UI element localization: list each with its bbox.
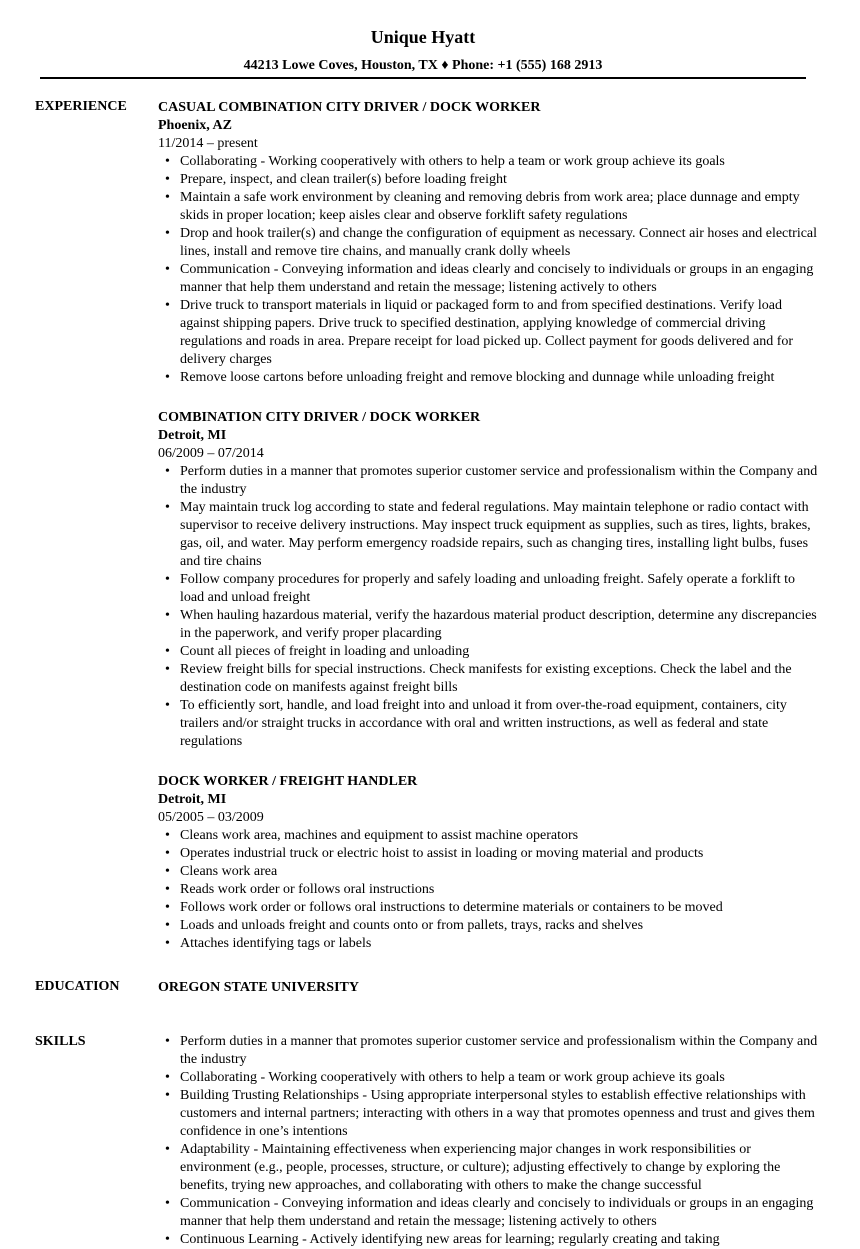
list-item: • To efficiently sort, handle, and load freight into and unload it from over-the-road equipment, containers, city trailers and/or straight trucks in accordance with oral and written instructions, as well as federal and state regulations <box>180 697 818 751</box>
section-label-skills: SKILLS <box>35 1034 86 1049</box>
list-item: • May maintain truck log according to state and federal regulations. May maintain telephone or radio contact with supervisor to receive delivery instructions. May inspect truck equipment as supplies, such as tires, lights, brakes, gas, oil, and water. May perform emergency roadside repairs, such as changing tires, installing light bulbs, fuses and tire chains <box>180 499 818 571</box>
resume-header <box>40 26 806 75</box>
list-item: • Communication - Conveying information and ideas clearly and concisely to individuals or groups in an engaging manner that help them understand and retain the message; listening actively to others <box>180 261 818 297</box>
list-item: • Communication - Conveying information and ideas clearly and concisely to individuals or groups in an engaging manner that help them understand and retain the message; listening actively to others <box>180 1195 818 1231</box>
list-item: • Cleans work area <box>180 863 818 881</box>
list-item: • Operates industrial truck or electric hoist to assist in loading or moving material and products <box>180 845 818 863</box>
list-item: • Collaborating - Working cooperatively with others to help a team or work group achieve its goals <box>180 153 818 171</box>
school-name: OREGON STATE UNIVERSITY <box>158 980 359 995</box>
list-item: • Collaborating - Working cooperatively with others to help a team or work group achieve its goals <box>180 1069 818 1087</box>
candidate-name: Unique Hyatt <box>370 27 476 47</box>
job-location: Detroit, MI <box>158 792 227 807</box>
job-bullet-list <box>158 463 818 751</box>
job-entry <box>158 99 818 387</box>
job-title: DOCK WORKER / FREIGHT HANDLER <box>158 774 418 789</box>
contact-line: 44213 Lowe Coves, Houston, TX ♦ Phone: +1 (555) 168 2913 <box>243 58 603 73</box>
education-entry <box>158 979 818 997</box>
job-title: COMBINATION CITY DRIVER / DOCK WORKER <box>158 410 481 425</box>
job-location: Phoenix, AZ <box>158 118 232 133</box>
job-location: Detroit, MI <box>158 428 227 443</box>
job-bullet-list <box>158 827 818 953</box>
list-item: • Continuous Learning - Actively identifying new areas for learning; regularly creating and taking <box>180 1231 818 1249</box>
list-item: • Prepare, inspect, and clean trailer(s) before loading freight <box>180 171 818 189</box>
list-item: • Maintain a safe work environment by cleaning and removing debris from work area; place dunnage and empty skids in proper location; keep aisles clear and observe forklift safety regulations <box>180 189 818 225</box>
job-entry <box>158 773 818 953</box>
header-divider <box>40 77 806 79</box>
list-item: • Review freight bills for special instructions. Check manifests for existing exceptions. Check the label and the destination code on manifests against freight bills <box>180 661 818 697</box>
job-bullet-list <box>158 153 818 387</box>
list-item: • Cleans work area, machines and equipment to assist machine operators <box>180 827 818 845</box>
job-dates: 06/2009 – 07/2014 <box>158 446 264 461</box>
list-item: • Loads and unloads freight and counts onto or from pallets, trays, racks and shelves <box>180 917 818 935</box>
job-entry <box>158 409 818 751</box>
job-dates: 11/2014 – present <box>158 136 258 151</box>
list-item: • Remove loose cartons before unloading freight and remove blocking and dunnage while unloading freight <box>180 369 818 387</box>
section-label-education: EDUCATION <box>35 979 120 994</box>
skills-entry <box>158 1033 818 1249</box>
list-item: • Reads work order or follows oral instructions <box>180 881 818 899</box>
job-dates: 05/2005 – 03/2009 <box>158 810 264 825</box>
skills-list <box>158 1033 818 1249</box>
list-item: • Building Trusting Relationships - Using appropriate interpersonal styles to establish effective relationships with customers and internal partners; interacting with others in a way that promotes openness and trust and gives them confidence in one’s intentions <box>180 1087 818 1141</box>
list-item: • Follows work order or follows oral instructions to determine materials or containers to be moved <box>180 899 818 917</box>
list-item: • Perform duties in a manner that promotes superior customer service and professionalism within the Company and the industry <box>180 1033 818 1069</box>
list-item: • Attaches identifying tags or labels <box>180 935 818 953</box>
section-label-experience: EXPERIENCE <box>35 99 127 114</box>
list-item: • Perform duties in a manner that promotes superior customer service and professionalism within the Company and the industry <box>180 463 818 499</box>
list-item: • Follow company procedures for properly and safely loading and unloading freight. Safely operate a forklift to load and unload freight <box>180 571 818 607</box>
list-item: • Count all pieces of freight in loading and unloading <box>180 643 818 661</box>
list-item: • Drop and hook trailer(s) and change the configuration of equipment as necessary. Connect air hoses and electrical lines, install and remove tire chains, and manually crank dolly wheels <box>180 225 818 261</box>
job-title: CASUAL COMBINATION CITY DRIVER / DOCK WORKER <box>158 100 541 115</box>
list-item: • When hauling hazardous material, verify the hazardous material product description, determine any discrepancies in the paperwork, and verify proper placarding <box>180 607 818 643</box>
list-item: • Adaptability - Maintaining effectiveness when experiencing major changes in work responsibilities or environment (e.g., people, processes, structure, or culture); adjusting effectively to change by exploring the benefits, trying new approaches, and collaborating with others to make the change successful <box>180 1141 818 1195</box>
list-item: • Drive truck to transport materials in liquid or packaged form to and from specified destinations. Verify load against shipping papers. Drive truck to specified destination, applying knowledge of commercial driving regulations and roads in area. Prepare receipt for load picked up. Collect payment for goods delivered and for delivery charges <box>180 297 818 369</box>
